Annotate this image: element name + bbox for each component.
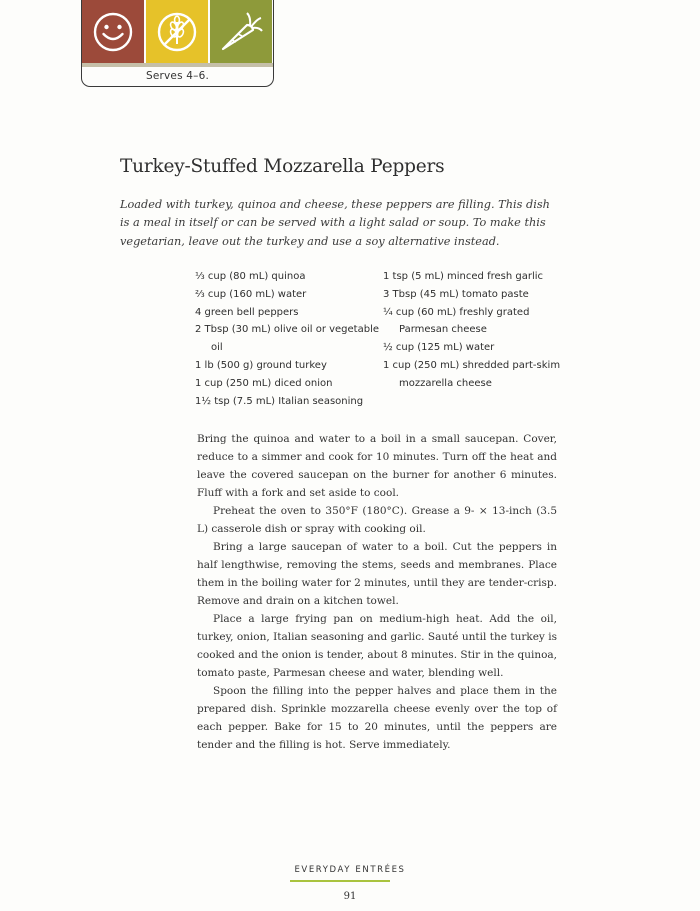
ingredient-item: 3 Tbsp (45 mL) tomato paste (383, 288, 529, 300)
ingredient-item: 1 tsp (5 mL) minced fresh garlic (383, 271, 543, 282)
ingredient-item: ½ cup (125 mL) water (383, 342, 495, 354)
ingredient-item: 1 cup (250 mL) shredded part-skim mozzarella cheese (383, 359, 561, 389)
ingredient-item: ⅔ cup (160 mL) water (195, 288, 307, 300)
carrot-icon (208, 0, 272, 63)
method-steps (197, 430, 557, 754)
recipe-badge (81, 0, 274, 87)
method-step: Bring a large saucepan of water to a boil. Cut the peppers in half lengthwise, removing the stems, seeds and membranes. Place them in the boiling water for 2 minutes, until they are tender-crisp. Remove and drain on a kitchen towel. (197, 541, 557, 607)
ingredients-right-column (383, 268, 568, 393)
ingredient-item: 2 Tbsp (30 mL) olive oil or vegetable oil (195, 324, 380, 354)
smiley-face-icon (82, 0, 144, 63)
badge-icons (82, 0, 273, 63)
recipe-intro: Loaded with turkey, quinoa and cheese, these peppers are filling. This dish is a meal in itself or can be served with a light salad or soup. To make this vegetarian, leave out the turkey and use a soy alternative instead. (120, 198, 550, 248)
ingredient-item: 4 green bell peppers (195, 306, 299, 318)
ingredient-item: 1½ tsp (7.5 mL) Italian seasoning (195, 395, 364, 407)
section-label: EVERYDAY ENTRÉES (294, 865, 406, 875)
method-step: Preheat the oven to 350°F (180°C). Grease a 9- × 13-inch (3.5 L) casserole dish or spray with cooking oil. (197, 505, 557, 535)
ingredient-item: 1 cup (250 mL) diced onion (195, 377, 333, 389)
method-step: Place a large frying pan on medium-high heat. Add the oil, turkey, onion, Italian seasoning and garlic. Sauté until the turkey is cooked and the onion is tender, about 8 minutes. Stir in the quinoa, tomato paste, Parmesan cheese and water, blending well. (197, 613, 558, 679)
section-rule (290, 880, 390, 882)
wheat-free-icon (144, 0, 208, 63)
page-number: 91 (343, 891, 357, 902)
serves-label: Serves 4–6. (145, 70, 210, 82)
ingredient-item: ⅓ cup (80 mL) quinoa (195, 271, 306, 282)
method-step: Bring the quinoa and water to a boil in a small saucepan. Cover, reduce to a simmer and cook for 10 minutes. Turn off the heat and leave the covered saucepan on the burner for another 6 minutes. Fluff with a fork and set aside to cool. (197, 433, 557, 499)
ingredient-item: ¼ cup (60 mL) freshly grated Parmesan cheese (383, 306, 530, 336)
ingredient-item: 1 lb (500 g) ground turkey (195, 359, 327, 371)
recipe-title: Turkey-Stuffed Mozzarella Peppers (120, 156, 445, 177)
method-step: Spoon the filling into the pepper halves and place them in the prepared dish. Sprinkle mozzarella cheese evenly over the top of each pepper. Bake for 15 to 20 minutes, until the peppers are tender and the filling is hot. Serve immediately. (197, 685, 557, 751)
ingredients-left-column (195, 268, 380, 410)
